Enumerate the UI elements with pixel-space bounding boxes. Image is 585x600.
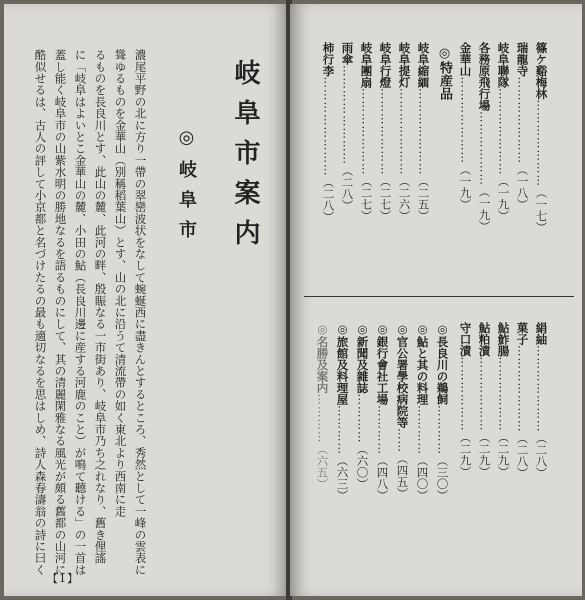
body-line-3: るものを長良川とす、此山の麓、此河の畔、殷賑なる一市街あり、岐阜市乃ち之れなり、舊き俚謠 [93, 49, 108, 564]
left-page [4, 4, 288, 596]
right-page-contents [290, 4, 582, 596]
toc-entry: 岐阜縮緬…………………（二五） [416, 42, 431, 222]
toc-entry: 雨傘……………………（二八） [340, 42, 355, 211]
toc-entry: 菓子…………………（二八） [515, 322, 530, 479]
toc-entry: ◎旅館及料理屋…………（六三） [335, 322, 350, 501]
toc-entry: ◎名勝及案内…………（六五） [315, 322, 330, 490]
toc-entry: 瑞龍寺…………………（一八） [515, 42, 530, 210]
toc-entry: ◎銀行會社工場…………（四八） [375, 322, 390, 501]
document-title: 岐阜市案内 [230, 59, 260, 259]
toc-entry: 篠ケ谿梅林…………………（一七） [534, 42, 549, 233]
toc-entry: 柿行李……………………（二八） [321, 42, 336, 223]
section-heading: ◎岐阜市 [176, 127, 197, 250]
toc-entry: ◎官公署學校病院等……（四五） [395, 322, 410, 499]
book-spread [4, 0, 582, 600]
toc-entry: ◎新聞及雜誌…………（六〇） [355, 322, 370, 490]
toc-entry: 金華山…………………（一九） [458, 42, 473, 210]
toc-entry: ◎長良川の鵜飼…………（三〇） [435, 322, 450, 501]
body-line-5: 蓋し能く岐阜市の山紫水明の勝地なるを語るものにして、其の清麗閑雅なる風光が頗る舊都の山河に [53, 49, 68, 576]
toc-entry: 岐阜提灯…………………（二六） [397, 42, 412, 222]
toc-divider [304, 296, 574, 297]
body-line-1: 濃尾平野の北に方り一帶の翠巒波状をなして蜿蜒西に盡きんとするところ、秀然として一峰の雲表に [133, 49, 148, 576]
toc-section-heading: ◎特産品 [437, 46, 452, 100]
toc-entry: 岐阜團扇…………………（二七） [359, 42, 374, 222]
body-line-2: 聳ゆるものを金華山（別稱稻葉山）とす、山の北に沿うて清流帶の如く東北より西南に走 [113, 49, 128, 517]
toc-entry: 各務原飛行場………………（一九） [477, 42, 492, 232]
body-line-4: に「岐阜はよいとこ金華山の麓、小田の鮎（長良川邊に産する河鹿のこと）が鳴て聽ける」の一首は [73, 49, 88, 576]
toc-entry: 絹紬…………………（二八） [534, 322, 549, 479]
toc-entry: 守口漬………………（二九） [458, 322, 473, 478]
toc-entry: 鮎粕漬………………（二九） [477, 322, 492, 478]
toc-entry: 鮎鮓腸………………（二九） [496, 322, 511, 478]
toc-entry: ◎鮎と其の料理…………（四〇） [415, 322, 430, 501]
page-number: 【1】 [47, 572, 79, 585]
toc-entry: 岐阜行燈…………………（二七） [378, 42, 393, 222]
body-line-6: 酷似せるは、古人の評して小京都と名づけたるの最も適切なるを思はしめ、詩人森春濤翁の詩に曰く [33, 49, 48, 576]
toc-entry: 岐阜聯隊…………………（一九） [496, 42, 511, 222]
